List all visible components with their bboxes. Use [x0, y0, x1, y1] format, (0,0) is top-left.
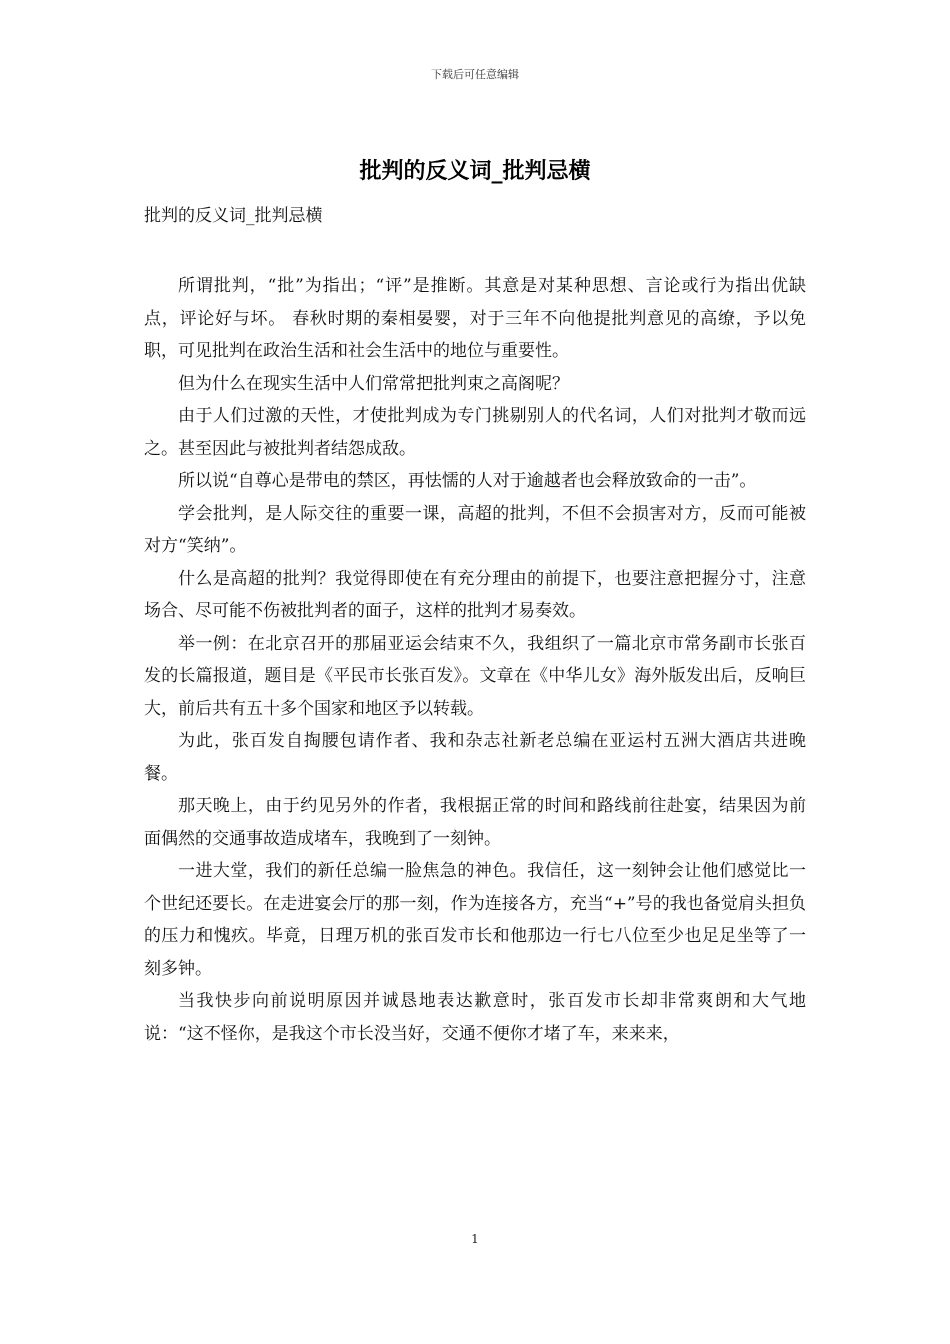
body-paragraph: 学会批判，是人际交往的重要一课，高超的批判，不但不会损害对方，反而可能被对方“笑纳”。: [144, 503, 806, 556]
body-paragraph: 当我快步向前说明原因并诚恳地表达歉意时，张百发市长却非常爽朗和大气地说：“这不怪你，是我这个市长没当好，交通不便你才堵了车，来来来，: [144, 991, 806, 1044]
body-paragraph: 所谓批判，“批”为指出；“评”是推断。其意是对某种思想、言论或行为指出优缺点，评论好与坏。 春秋时期的秦相晏婴，对于三年不向他提批判意见的高缭，予以免职，可见批判在政治生活和社会生活中的地位与重要性。: [144, 276, 806, 361]
body-paragraph: 一进大堂，我们的新任总编一脸焦急的神色。我信任，这一刻钟会让他们感觉比一个世纪还要长。在走进宴会厅的那一刻，作为连接各方，充当“+”号的我也备觉肩头担负的压力和愧疚。毕竟，日理万机的张百发市长和他那边一行七八位至少也足足坐等了一刻多钟。: [144, 861, 806, 979]
page-header: 下载后可任意编辑: [431, 68, 519, 81]
document-body: [144, 270, 806, 1050]
body-paragraph: 所以说“自尊心是带电的禁区，再怯懦的人对于逾越者也会释放致命的一击”。: [178, 471, 757, 491]
body-paragraph: 那天晚上，由于约见另外的作者，我根据正常的时间和路线前往赴宴，结果因为前面偶然的交通事故造成堵车，我晚到了一刻钟。: [144, 796, 806, 849]
body-paragraph: 什么是高超的批判？我觉得即使在有充分理由的前提下，也要注意把握分寸，注意场合、尽可能不伤被批判者的面子，这样的批判才易奏效。: [144, 568, 806, 621]
body-paragraph: 举一例：在北京召开的那届亚运会结束不久，我组织了一篇北京市常务副市长张百发的长篇报道，题目是《平民市长张百发》。文章在《中华儿女》海外版发出后，反响巨大，前后共有五十多个国家和地区予以转载。: [144, 633, 806, 719]
page-number: 1: [471, 1232, 479, 1246]
body-paragraph: 为此，张百发自掏腰包请作者、我和杂志社新老总编在亚运村五洲大酒店共进晚餐。: [144, 731, 806, 784]
body-paragraph: 但为什么在现实生活中人们常常把批判束之高阁呢？: [178, 373, 569, 394]
body-paragraph: 由于人们过激的天性，才使批判成为专门挑剔别人的代名词，人们对批判才敬而远之。甚至因此与被批判者结怨成敌。: [144, 406, 806, 459]
document-subtitle: 批判的反义词_批判忌横: [144, 206, 323, 226]
document-title: 批判的反义词_批判忌横: [359, 159, 591, 184]
